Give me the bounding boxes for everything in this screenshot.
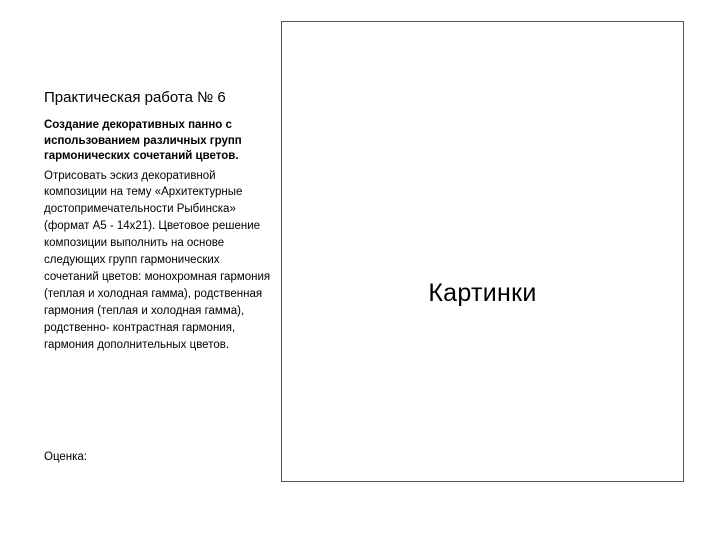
task-title: Практическая работа № 6 bbox=[44, 89, 226, 106]
task-description: Отрисовать эскиз декоративной композиции на тему «Архитектурные достопримечательности Рыбинска» (формат А5 - 14х21). Цветовое решение композиции выполнить на основе следующих групп гармонических сочетаний цветов: монохромная гармония (теплая и холодная гамма), родственная гармония (теплая и холодная гамма), родственно- контрастная гармония, гармония дополнительных цветов. bbox=[44, 169, 271, 351]
task-text-block bbox=[44, 88, 274, 353]
picture-placeholder-frame bbox=[281, 21, 684, 482]
task-subtitle: Создание декоративных панно с использованием различных групп гармонических сочетаний цветов. bbox=[44, 119, 242, 162]
picture-placeholder-label: Картинки bbox=[428, 279, 537, 307]
grade-label: Оценка: bbox=[44, 451, 88, 463]
